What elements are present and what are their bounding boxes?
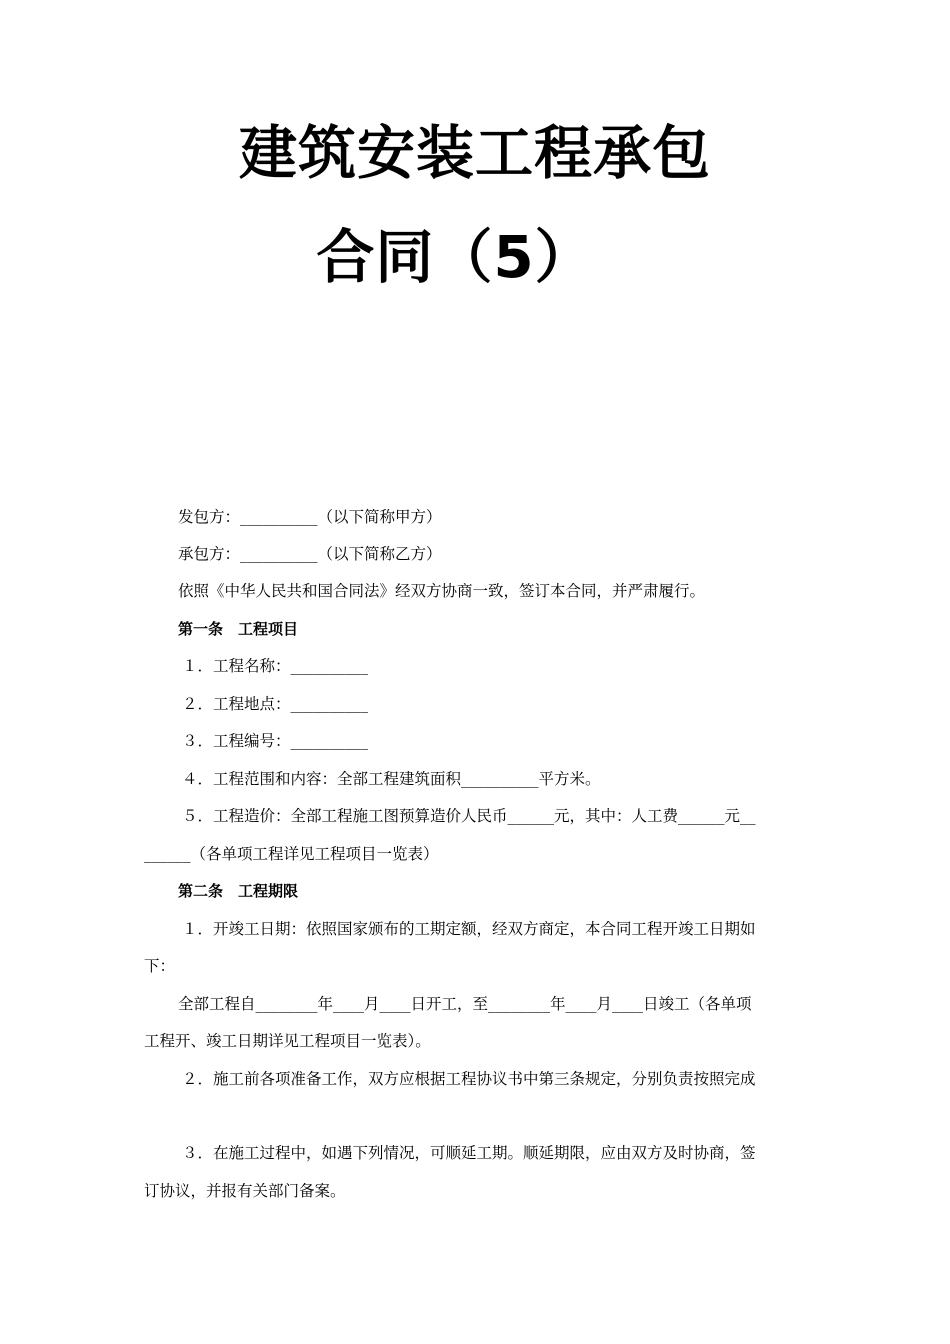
article2-item1-line1: １．开竣工日期：依照国家颁布的工期定额，经双方商定，本合同工程开竣工日期如 (182, 920, 756, 938)
article2-item1-line2: 下： (144, 957, 176, 975)
article2-heading: 第二条 工程期限 (178, 882, 299, 900)
document-title-line2: 合同（5） (316, 223, 594, 291)
party-a-line: 发包方：__________（以下简称甲方） (178, 508, 442, 526)
article1-item5-line2: ______（各单项工程详见工程项目一览表） (144, 845, 439, 863)
preamble: 依照《中华人民共和国合同法》经双方协商一致，签订本合同，并严肃履行。 (178, 582, 706, 600)
article1-item1: １．工程名称：__________ (182, 657, 369, 675)
document-title-line1: 建筑安装工程承包 (238, 119, 711, 187)
article1-item2: ２．工程地点：__________ (182, 695, 369, 713)
article1-item5-line1: ５．工程造价：全部工程施工图预算造价人民币______元，其中：人工费______元__ (182, 807, 756, 825)
article1-item4: ４．工程范围和内容：全部工程建筑面积__________平方米。 (182, 770, 601, 788)
party-b-line: 承包方：__________（以下简称乙方） (178, 545, 442, 563)
article1-heading: 第一条 工程项目 (178, 620, 299, 638)
article2-dates-line2: 工程开、竣工日期详见工程项目一览表）。 (144, 1032, 431, 1050)
article2-item2: ２．施工前各项准备工作，双方应根据工程协议书中第三条规定，分别负责按照完成 (182, 1070, 756, 1088)
article2-item3-line1: ３．在施工过程中，如遇下列情况，可顺延工期。顺延期限，应由双方及时协商，签 (182, 1144, 756, 1162)
article2-dates-line1: 全部工程自________年____月____日开工，至________年____月____日竣工（各单项 (178, 995, 752, 1013)
article1-item3: ３．工程编号：__________ (182, 732, 369, 750)
article2-item3-line2: 订协议，并报有关部门备案。 (144, 1182, 346, 1200)
